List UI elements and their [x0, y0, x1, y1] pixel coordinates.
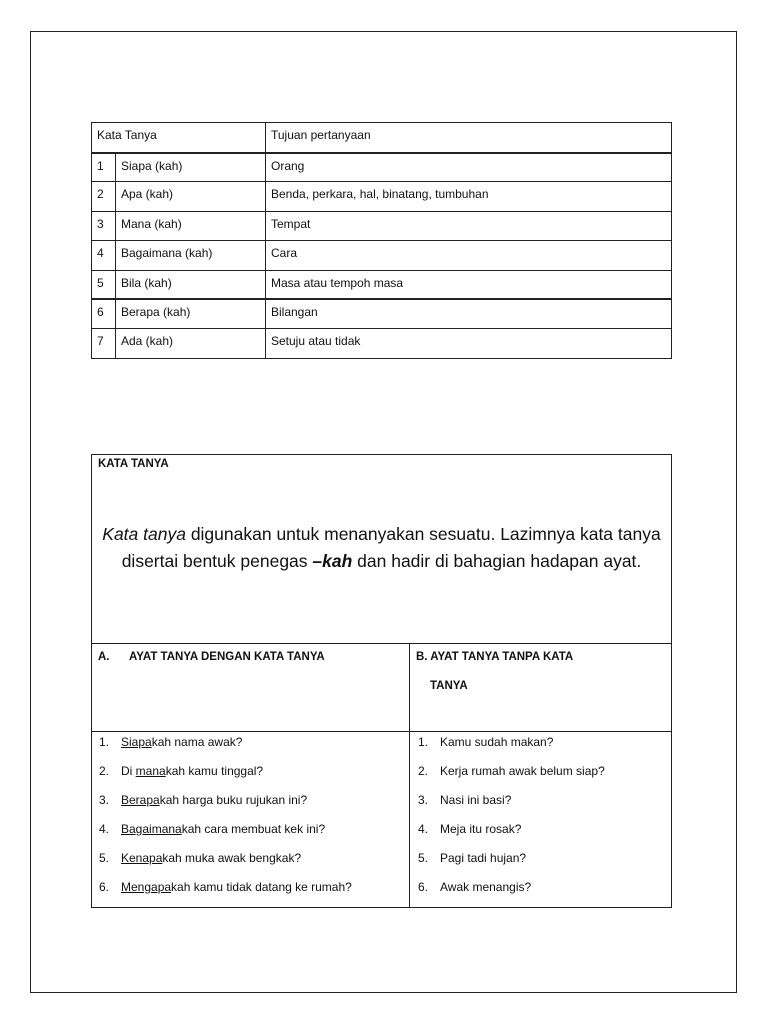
definition-part2: dan hadir di bahagian hadapan ayat.	[352, 551, 642, 571]
list-num: 1.	[99, 735, 110, 749]
row-num: 5	[92, 270, 116, 299]
definition-kah: –kah	[312, 551, 353, 571]
divider	[92, 731, 671, 732]
row-purpose: Benda, perkara, hal, binatang, tumbuhan	[266, 182, 672, 211]
row-num: 3	[92, 211, 116, 240]
kata-tanya-box	[91, 454, 672, 908]
list-text-pre: Di	[121, 764, 136, 778]
list-num: 5.	[99, 851, 110, 865]
list-item	[418, 851, 605, 880]
row-num: 6	[92, 299, 116, 328]
kata-tanya-underline: Mengapa	[121, 880, 172, 894]
definition-text	[102, 521, 661, 575]
list-num: 2.	[418, 764, 429, 778]
table-row	[92, 211, 672, 240]
table-row	[92, 299, 672, 328]
list-item	[99, 880, 352, 909]
row-word: Ada (kah)	[116, 329, 266, 358]
header-kata-tanya: Kata Tanya	[92, 123, 266, 153]
list-text: Awak menangis?	[440, 880, 532, 894]
list-text: Nasi ini basi?	[440, 793, 512, 807]
list-a	[99, 735, 352, 909]
list-text: Pagi tadi hujan?	[440, 851, 527, 865]
table-row	[92, 153, 672, 182]
definition-italic: Kata tanya	[102, 524, 186, 544]
list-num: 5.	[418, 851, 429, 865]
col-b-title-line1: B. AYAT TANYA TANPA KATA	[416, 651, 574, 663]
row-purpose: Tempat	[266, 211, 672, 240]
box-title: KATA TANYA	[98, 458, 169, 470]
row-word: Bagaimana (kah)	[116, 241, 266, 270]
list-num: 4.	[418, 822, 429, 836]
kata-tanya-table	[91, 122, 672, 359]
table-row	[92, 329, 672, 358]
table-row	[92, 182, 672, 211]
list-text: Kamu sudah makan?	[440, 735, 554, 749]
table-row	[92, 270, 672, 299]
list-num: 1.	[418, 735, 429, 749]
row-purpose: Bilangan	[266, 299, 672, 328]
list-item	[99, 793, 352, 822]
table-row	[92, 241, 672, 270]
definition-part1: digunakan untuk menanyakan sesuatu. Lazimnya kata tanya disertai bentuk penegas	[121, 524, 661, 571]
list-text: kah muka awak bengkak?	[162, 851, 302, 865]
kata-tanya-underline: mana	[135, 764, 166, 778]
list-num: 6.	[99, 880, 110, 894]
list-item	[99, 764, 352, 793]
kata-tanya-underline: Berapa	[121, 793, 160, 807]
list-text: Meja itu rosak?	[440, 822, 522, 836]
col-b-title-line2: TANYA	[430, 680, 468, 692]
list-text: kah nama awak?	[151, 735, 243, 749]
row-word: Siapa (kah)	[116, 153, 266, 182]
kata-tanya-underline: Kenapa	[121, 851, 163, 865]
divider	[92, 643, 671, 644]
list-text: kah kamu tinggal?	[165, 764, 264, 778]
list-num: 6.	[418, 880, 429, 894]
row-num: 1	[92, 153, 116, 182]
row-purpose: Setuju atau tidak	[266, 329, 672, 358]
row-word: Berapa (kah)	[116, 299, 266, 328]
list-item	[418, 764, 605, 793]
kata-tanya-underline: Bagaimana	[121, 822, 182, 836]
row-purpose: Cara	[266, 241, 672, 270]
table-header-row	[92, 123, 672, 153]
list-num: 2.	[99, 764, 110, 778]
row-num: 7	[92, 329, 116, 358]
col-a-label: A.	[98, 651, 110, 663]
list-item	[99, 735, 352, 764]
list-item	[418, 880, 605, 909]
list-num: 3.	[418, 793, 429, 807]
list-text: kah kamu tidak datang ke rumah?	[171, 880, 352, 894]
row-purpose: Masa atau tempoh masa	[266, 270, 672, 299]
list-item	[99, 822, 352, 851]
list-num: 3.	[99, 793, 110, 807]
row-purpose: Orang	[266, 153, 672, 182]
header-tujuan: Tujuan pertanyaan	[266, 123, 672, 153]
col-a-title: AYAT TANYA DENGAN KATA TANYA	[129, 651, 325, 663]
row-word: Apa (kah)	[116, 182, 266, 211]
column-divider	[409, 643, 410, 907]
row-num: 4	[92, 241, 116, 270]
row-word: Bila (kah)	[116, 270, 266, 299]
list-text: kah harga buku rujukan ini?	[159, 793, 308, 807]
list-item	[99, 851, 352, 880]
list-b	[418, 735, 605, 909]
list-item	[418, 735, 605, 764]
list-item	[418, 793, 605, 822]
list-item	[418, 822, 605, 851]
list-text: Kerja rumah awak belum siap?	[440, 764, 605, 778]
list-num: 4.	[99, 822, 110, 836]
kata-tanya-underline: Siapa	[121, 735, 152, 749]
row-num: 2	[92, 182, 116, 211]
list-text: kah cara membuat kek ini?	[181, 822, 326, 836]
row-word: Mana (kah)	[116, 211, 266, 240]
